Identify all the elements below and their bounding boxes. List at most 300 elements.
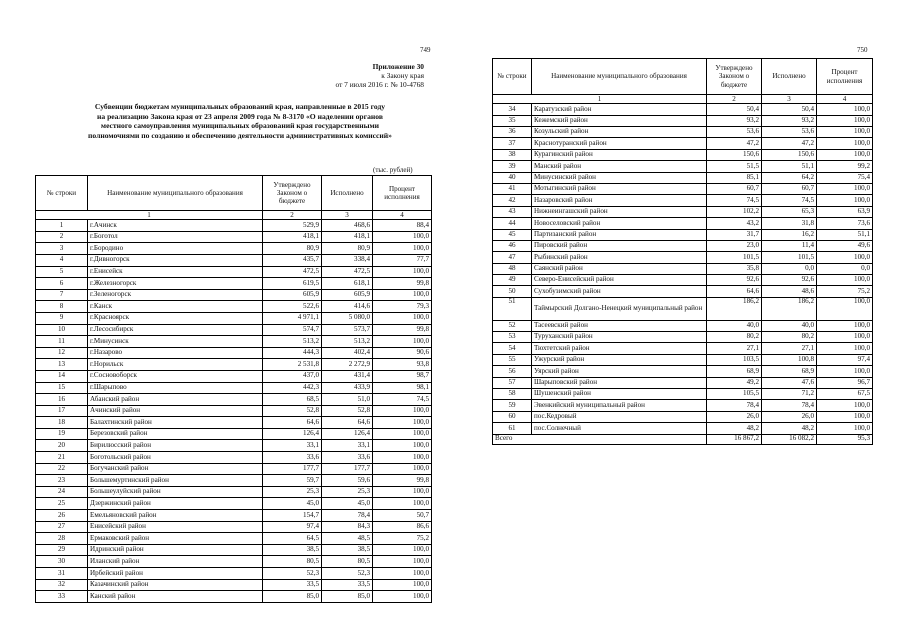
col-number-4: 4 [373, 211, 432, 220]
percent-value: 100,0 [373, 544, 432, 556]
row-number: 50 [493, 286, 532, 297]
percent-value: 100,0 [817, 149, 873, 160]
title-line: полномочиями по созданию и обеспечению деятельности административных комиссий» [88, 130, 392, 140]
percent-value: 100,0 [817, 343, 873, 354]
row-number: 30 [36, 556, 88, 568]
table-row [36, 324, 432, 336]
approved-value: 92,6 [707, 275, 762, 286]
table-row [493, 377, 873, 388]
percent-value: 100,0 [817, 423, 873, 434]
percent-value: 90,6 [373, 347, 432, 359]
percent-value: 88,4 [373, 220, 432, 232]
executed-value: 84,3 [322, 521, 373, 533]
table-row [36, 428, 432, 440]
subsidy-table-left [35, 175, 432, 603]
table-row [36, 440, 432, 452]
row-number: 3 [36, 243, 88, 255]
total-executed: 16 082,2 [762, 434, 817, 444]
percent-value: 100,0 [817, 195, 873, 206]
percent-value: 100,0 [373, 336, 432, 348]
executed-value: 40,0 [762, 320, 817, 331]
percent-value: 100,0 [373, 289, 432, 301]
executed-value: 52,8 [322, 405, 373, 417]
executed-value: 85,0 [322, 591, 373, 603]
approved-value: 619,5 [263, 278, 322, 290]
percent-value: 100,0 [817, 297, 873, 320]
row-number: 54 [493, 343, 532, 354]
executed-value: 100,8 [762, 354, 817, 365]
municipality-name: Нижнеингашский район [532, 206, 707, 217]
executed-value: 0,0 [762, 263, 817, 274]
approved-value: 27,1 [707, 343, 762, 354]
approved-value: 74,5 [707, 195, 762, 206]
table-row [493, 183, 873, 194]
municipality-name: Таймырский Долгано-Ненецкий муниципальный район [532, 297, 707, 320]
municipality-name: Большемуртинский район [88, 475, 263, 487]
table-row [493, 400, 873, 411]
executed-value: 186,2 [762, 297, 817, 320]
table-row [36, 289, 432, 301]
approved-value: 23,0 [707, 240, 762, 251]
approved-value: 64,5 [263, 533, 322, 545]
header-name: Наименование муниципального образования [88, 176, 263, 211]
executed-value: 71,2 [762, 388, 817, 399]
header-executed: Исполнено [762, 59, 817, 95]
row-number: 55 [493, 354, 532, 365]
approved-value: 52,3 [263, 568, 322, 580]
row-number: 19 [36, 428, 88, 440]
row-number: 13 [36, 359, 88, 371]
municipality-name: Ачинский район [88, 405, 263, 417]
header-approved: Утверждено Законом о бюджете [707, 59, 762, 95]
row-number: 43 [493, 206, 532, 217]
percent-value: 75,2 [373, 533, 432, 545]
header-percent: Процент исполнения [373, 176, 432, 211]
row-number: 37 [493, 138, 532, 149]
executed-value: 33,6 [322, 452, 373, 464]
executed-value: 31,8 [762, 218, 817, 229]
title-line: местного самоуправления муниципальных образований края государственными [100, 121, 380, 131]
percent-value: 100,0 [817, 332, 873, 343]
table-row [493, 263, 873, 274]
table-row [36, 417, 432, 429]
table-row [493, 161, 873, 172]
approved-value: 93,2 [707, 115, 762, 126]
municipality-name: Уярский район [532, 366, 707, 377]
approved-value: 177,7 [263, 463, 322, 475]
percent-value: 63,9 [817, 206, 873, 217]
municipality-name: Сухобузимский район [532, 286, 707, 297]
executed-value: 51,1 [762, 161, 817, 172]
header-approved: Утверждено Законом о бюджете [263, 176, 322, 211]
approved-value: 4 971,1 [263, 312, 322, 324]
municipality-name: пос.Кедровый [532, 411, 707, 422]
table-row [36, 533, 432, 545]
municipality-name: Рыбинский район [532, 252, 707, 263]
municipality-name: Северо-Енисейский район [532, 275, 707, 286]
row-number: 36 [493, 126, 532, 137]
row-number: 2 [36, 231, 88, 243]
approved-value: 35,8 [707, 263, 762, 274]
table-row [36, 347, 432, 359]
table-row [36, 486, 432, 498]
row-number: 28 [36, 533, 88, 545]
municipality-name: Балахтинский район [88, 417, 263, 429]
row-number: 41 [493, 183, 532, 194]
table-row [493, 126, 873, 137]
approved-value: 50,4 [707, 104, 762, 115]
municipality-name: Курагинский район [532, 149, 707, 160]
executed-value: 80,2 [762, 332, 817, 343]
executed-value: 52,3 [322, 568, 373, 580]
table-row [493, 388, 873, 399]
row-number: 56 [493, 366, 532, 377]
percent-value: 100,0 [817, 366, 873, 377]
executed-value: 27,1 [762, 343, 817, 354]
row-number: 9 [36, 312, 88, 324]
approved-value: 186,2 [707, 297, 762, 320]
executed-value: 50,4 [762, 104, 817, 115]
approved-value: 53,6 [707, 126, 762, 137]
row-number: 21 [36, 452, 88, 464]
col-number-1: 1 [493, 95, 707, 104]
municipality-name: пос.Солнечный [532, 423, 707, 434]
table-row [493, 286, 873, 297]
percent-value: 99,8 [373, 475, 432, 487]
row-number: 60 [493, 411, 532, 422]
approved-value: 26,0 [707, 411, 762, 422]
approved-value: 101,5 [707, 252, 762, 263]
table-row [36, 394, 432, 406]
row-number: 22 [36, 463, 88, 475]
municipality-name: Саянский район [532, 263, 707, 274]
municipality-name: г.Енисейск [88, 266, 263, 278]
row-number: 58 [493, 388, 532, 399]
executed-value: 101,5 [762, 252, 817, 263]
percent-value: 100,0 [373, 440, 432, 452]
municipality-name: Тасеевский район [532, 320, 707, 331]
row-number: 10 [36, 324, 88, 336]
municipality-name: г.Красноярск [88, 312, 263, 324]
approved-value: 60,7 [707, 183, 762, 194]
left-page [0, 0, 452, 640]
appendix-title: Приложение 30 [372, 62, 424, 71]
row-number: 46 [493, 240, 532, 251]
table-row [493, 229, 873, 240]
executed-value: 80,5 [322, 556, 373, 568]
table-row [36, 370, 432, 382]
row-number: 45 [493, 229, 532, 240]
percent-value: 100,0 [817, 275, 873, 286]
approved-value: 85,0 [263, 591, 322, 603]
executed-value: 338,4 [322, 254, 373, 266]
table-row [36, 498, 432, 510]
table-row [36, 254, 432, 266]
table-row [36, 556, 432, 568]
table-row [36, 405, 432, 417]
executed-value: 93,2 [762, 115, 817, 126]
percent-value: 100,0 [373, 405, 432, 417]
percent-value: 77,7 [373, 254, 432, 266]
municipality-name: г.Железногорск [88, 278, 263, 290]
percent-value: 79,3 [373, 301, 432, 313]
percent-value: 100,0 [817, 126, 873, 137]
executed-value: 45,0 [322, 498, 373, 510]
municipality-name: Идринский район [88, 544, 263, 556]
row-number: 34 [493, 104, 532, 115]
table-row [36, 475, 432, 487]
executed-value: 59,6 [322, 475, 373, 487]
executed-value: 74,5 [762, 195, 817, 206]
municipality-name: Каратузский район [532, 104, 707, 115]
title-line: Субвенции бюджетам муниципальных образований края, направленные в 2015 году [94, 102, 386, 111]
executed-value: 48,2 [762, 423, 817, 434]
percent-value: 50,7 [373, 510, 432, 522]
approved-value: 80,5 [263, 556, 322, 568]
table-row [36, 521, 432, 533]
percent-value: 93,8 [373, 359, 432, 371]
municipality-name: Козульский район [532, 126, 707, 137]
municipality-name: Енисейский район [88, 521, 263, 533]
percent-value: 100,0 [817, 400, 873, 411]
row-number: 11 [36, 336, 88, 348]
row-number: 49 [493, 275, 532, 286]
executed-value: 65,3 [762, 206, 817, 217]
executed-value: 47,6 [762, 377, 817, 388]
table-row [493, 149, 873, 160]
executed-value: 431,4 [322, 370, 373, 382]
table-row [36, 591, 432, 603]
percent-value: 75,2 [817, 286, 873, 297]
municipality-name: Туруханский район [532, 332, 707, 343]
municipality-name: Богучанский район [88, 463, 263, 475]
executed-value: 78,4 [762, 400, 817, 411]
executed-value: 414,6 [322, 301, 373, 313]
header-executed: Исполнено [322, 176, 373, 211]
approved-value: 78,4 [707, 400, 762, 411]
row-number: 4 [36, 254, 88, 266]
percent-value: 49,6 [817, 240, 873, 251]
percent-value: 100,0 [373, 591, 432, 603]
table-row [493, 332, 873, 343]
row-number: 51 [493, 297, 532, 320]
percent-value: 100,0 [817, 115, 873, 126]
table-row [36, 579, 432, 591]
executed-value: 16,2 [762, 229, 817, 240]
percent-value: 100,0 [817, 183, 873, 194]
municipality-name: Бирилюсский район [88, 440, 263, 452]
table-row [493, 172, 873, 183]
approved-value: 105,5 [707, 388, 762, 399]
approved-value: 522,6 [263, 301, 322, 313]
approved-value: 49,2 [707, 377, 762, 388]
executed-value: 2 272,9 [322, 359, 373, 371]
executed-value: 78,4 [322, 510, 373, 522]
approved-value: 437,0 [263, 370, 322, 382]
table-row [36, 278, 432, 290]
percent-value: 100,0 [817, 138, 873, 149]
municipality-name: Пировский район [532, 240, 707, 251]
row-number: 29 [36, 544, 88, 556]
municipality-name: г.Сосновоборск [88, 370, 263, 382]
municipality-name: г.Канск [88, 301, 263, 313]
municipality-name: Тюхтетский район [532, 343, 707, 354]
executed-value: 53,6 [762, 126, 817, 137]
approved-value: 31,7 [707, 229, 762, 240]
approved-value: 154,7 [263, 510, 322, 522]
executed-value: 48,5 [322, 533, 373, 545]
executed-value: 64,2 [762, 172, 817, 183]
municipality-name: Назаровский район [532, 195, 707, 206]
executed-value: 48,6 [762, 286, 817, 297]
percent-value: 100,0 [373, 243, 432, 255]
row-number: 40 [493, 172, 532, 183]
approved-value: 574,7 [263, 324, 322, 336]
municipality-name: Ужурский район [532, 354, 707, 365]
executed-value: 402,4 [322, 347, 373, 359]
municipality-name: Казачинский район [88, 579, 263, 591]
percent-value: 75,4 [817, 172, 873, 183]
percent-value: 100,0 [373, 463, 432, 475]
col-number-2: 2 [263, 211, 322, 220]
municipality-name: Абанский район [88, 394, 263, 406]
approved-value: 52,8 [263, 405, 322, 417]
row-number: 15 [36, 382, 88, 394]
percent-value: 74,5 [373, 394, 432, 406]
municipality-name: Канский район [88, 591, 263, 603]
col-number-2: 2 [707, 95, 762, 104]
approved-value: 59,7 [263, 475, 322, 487]
table-row [36, 243, 432, 255]
approved-value: 529,9 [263, 220, 322, 232]
municipality-name: Эвенкийский муниципальный район [532, 400, 707, 411]
municipality-name: Манский район [532, 161, 707, 172]
percent-value: 98,1 [373, 382, 432, 394]
row-number: 39 [493, 161, 532, 172]
percent-value: 100,0 [373, 231, 432, 243]
approved-value: 45,0 [263, 498, 322, 510]
municipality-name: г.Назарово [88, 347, 263, 359]
page-number: 749 [420, 46, 431, 54]
executed-value: 5 080,0 [322, 312, 373, 324]
table-row [493, 138, 873, 149]
table-row [493, 206, 873, 217]
executed-value: 11,4 [762, 240, 817, 251]
executed-value: 126,4 [322, 428, 373, 440]
units-label: (тыс. рублей) [373, 166, 413, 174]
approved-value: 33,6 [263, 452, 322, 464]
total-approved: 16 867,2 [707, 434, 762, 444]
col-number-1: 1 [36, 211, 263, 220]
appendix-law-date: от 7 июля 2016 г. № 10-4768 [335, 80, 424, 89]
municipality-name: Емельяновский район [88, 510, 263, 522]
row-number: 25 [36, 498, 88, 510]
percent-value: 99,8 [373, 278, 432, 290]
approved-value: 47,2 [707, 138, 762, 149]
approved-value: 80,9 [263, 243, 322, 255]
row-number: 44 [493, 218, 532, 229]
table-row [36, 336, 432, 348]
col-number-3: 3 [322, 211, 373, 220]
executed-value: 150,6 [762, 149, 817, 160]
row-number: 14 [36, 370, 88, 382]
percent-value: 73,6 [817, 218, 873, 229]
approved-value: 102,2 [707, 206, 762, 217]
approved-value: 43,2 [707, 218, 762, 229]
municipality-name: Большеулуйский район [88, 486, 263, 498]
row-number: 61 [493, 423, 532, 434]
executed-value: 38,5 [322, 544, 373, 556]
municipality-name: г.Ачинск [88, 220, 263, 232]
subsidy-table-right [492, 58, 873, 445]
row-number: 42 [493, 195, 532, 206]
page-number: 750 [857, 46, 868, 54]
approved-value: 64,6 [707, 286, 762, 297]
table-row [36, 510, 432, 522]
table-row [493, 343, 873, 354]
percent-value: 100,0 [817, 104, 873, 115]
approved-value: 51,5 [707, 161, 762, 172]
approved-value: 85,1 [707, 172, 762, 183]
executed-value: 80,9 [322, 243, 373, 255]
approved-value: 68,9 [707, 366, 762, 377]
municipality-name: г.Норильск [88, 359, 263, 371]
header-percent: Процент исполнения [817, 59, 873, 95]
municipality-name: г.Минусинск [88, 336, 263, 348]
municipality-name: Ермаковский район [88, 533, 263, 545]
percent-value: 100,0 [373, 417, 432, 429]
percent-value: 100,0 [373, 579, 432, 591]
table-row [493, 115, 873, 126]
executed-value: 60,7 [762, 183, 817, 194]
table-row [493, 104, 873, 115]
municipality-name: г.Зеленогорск [88, 289, 263, 301]
row-number: 31 [36, 568, 88, 580]
table-row [36, 568, 432, 580]
percent-value: 97,4 [817, 354, 873, 365]
approved-value: 2 531,8 [263, 359, 322, 371]
executed-value: 25,3 [322, 486, 373, 498]
row-number: 26 [36, 510, 88, 522]
municipality-name: г.Бородино [88, 243, 263, 255]
municipality-name: г.Боготол [88, 231, 263, 243]
percent-value: 86,6 [373, 521, 432, 533]
table-row [36, 544, 432, 556]
row-number: 57 [493, 377, 532, 388]
row-number: 59 [493, 400, 532, 411]
municipality-name: Ирбейский район [88, 568, 263, 580]
table-row [493, 275, 873, 286]
approved-value: 97,4 [263, 521, 322, 533]
table-row [36, 312, 432, 324]
row-number: 32 [36, 579, 88, 591]
table-row [36, 463, 432, 475]
municipality-name: Минусинский район [532, 172, 707, 183]
table-row [493, 218, 873, 229]
row-number: 17 [36, 405, 88, 417]
row-number: 38 [493, 149, 532, 160]
municipality-name: Иланский район [88, 556, 263, 568]
table-row [493, 411, 873, 422]
percent-value: 51,1 [817, 229, 873, 240]
executed-value: 177,7 [322, 463, 373, 475]
percent-value: 100,0 [373, 486, 432, 498]
approved-value: 472,5 [263, 266, 322, 278]
executed-value: 47,2 [762, 138, 817, 149]
percent-value: 99,2 [817, 161, 873, 172]
row-number: 12 [36, 347, 88, 359]
title-line: на реализацию Закона края от 23 апреля 2009 года № 8-3170 «О наделении органов [97, 111, 383, 121]
